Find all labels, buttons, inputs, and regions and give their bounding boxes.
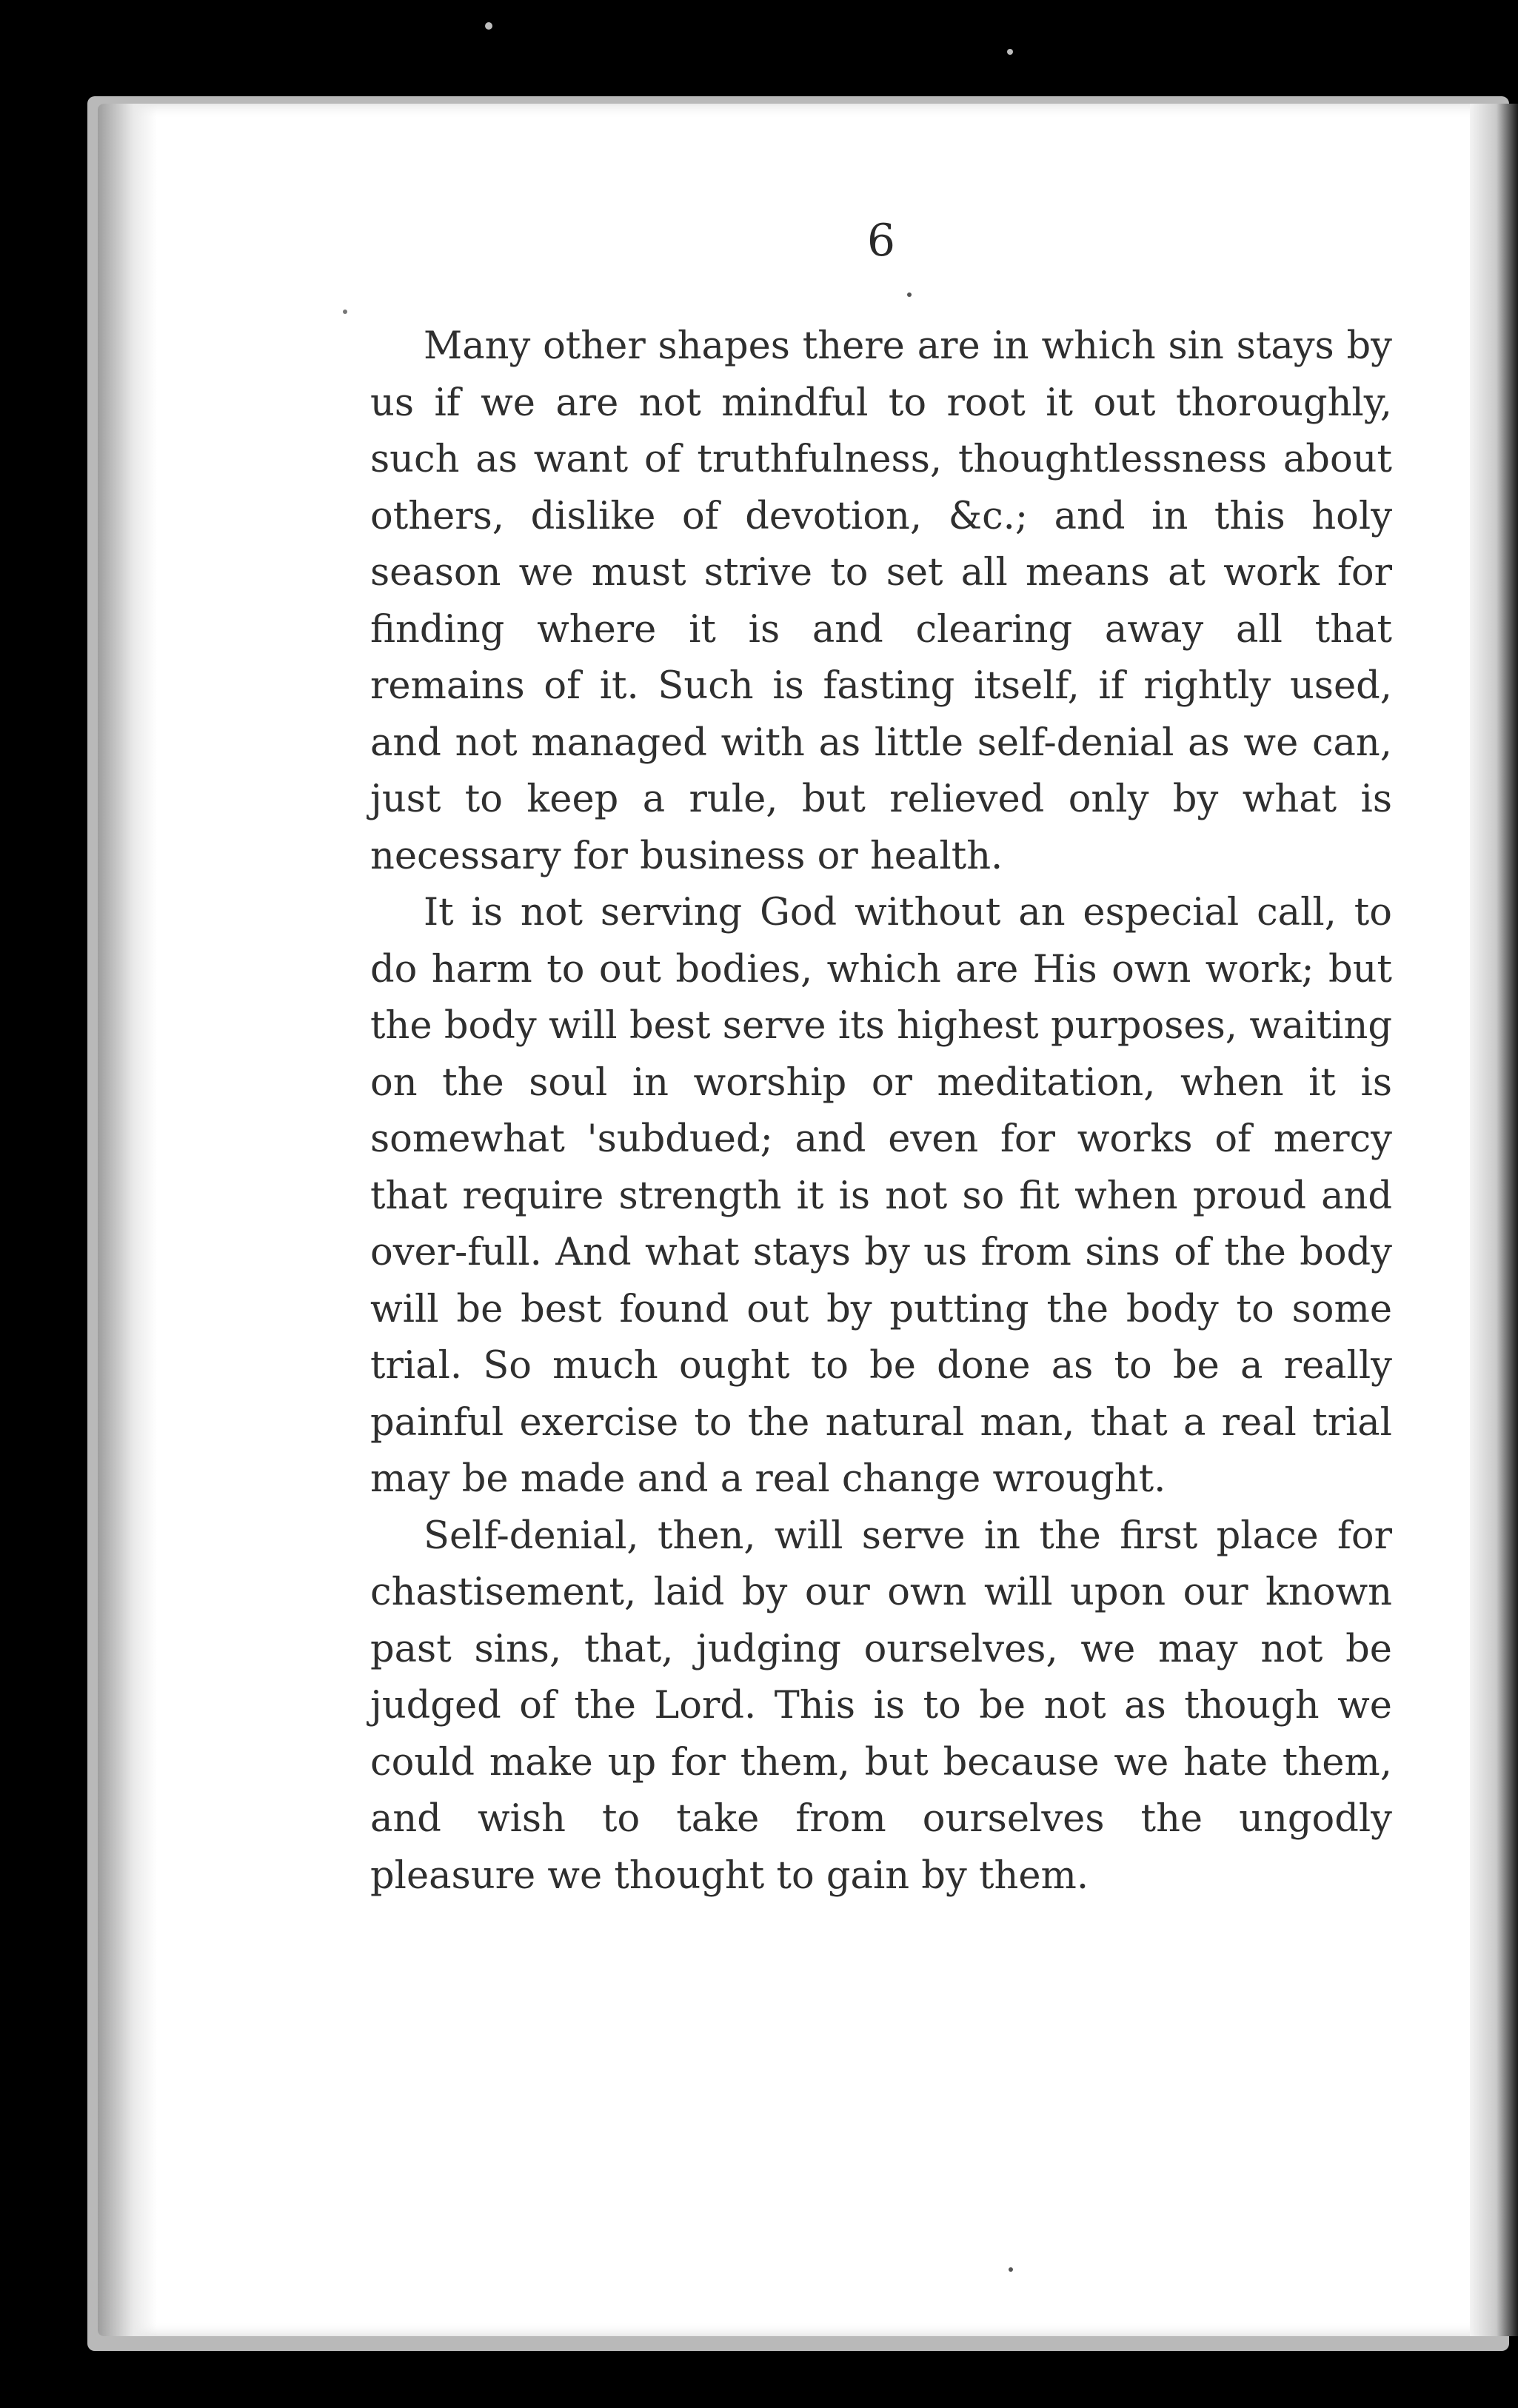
dust-speck (1009, 2267, 1013, 2272)
paragraph: Many other shapes there are in which sin stays by us if we are not mindful to root it out thoroughly, such as want of truthfulness, thoughtlessness about others, dislike of devotion, &c.; and in this holy season we must strive to set all means at work for finding where it is and clearing away all that remains of it. Such is fasting itself, if rightly used, and not managed with as little self-denial as we can, just to keep a rule, but relieved only by what is necessary for business or health. (370, 324, 1392, 878)
page-number: 6 (866, 215, 896, 267)
paragraph: Self-denial, then, will serve in the first place for chastisement, laid by our own will upon our known past sins, that, judging ourselves, we may not be judged of the Lord. This is to be not as though we could make up for them, but because we hate them, and wish to take from ourselves the ungodly pleasure we thought to gain by them. (370, 1514, 1392, 1898)
paragraph: It is not serving God without an especial call, to do harm to out bodies, which are His own work; but the body will best serve its highest purposes, waiting on the soul in worship or meditation, when it is somewhat 'subdued; and even for works of mercy that require strength it is not so fit when proud and over-full. And what stays by us from sins of the body will be best found out by putting the body to some trial. So much ought to be done as to be a really painful exercise to the natural man, that a real trial may be made and a real change wrought. (370, 891, 1392, 1501)
dust-speck (907, 292, 912, 297)
dust-speck (485, 22, 492, 30)
page-right-edge (1470, 104, 1518, 2336)
body-text (370, 318, 1392, 1904)
dust-speck (1007, 49, 1013, 55)
dust-speck (343, 310, 347, 314)
page-left-edge (98, 104, 157, 2336)
